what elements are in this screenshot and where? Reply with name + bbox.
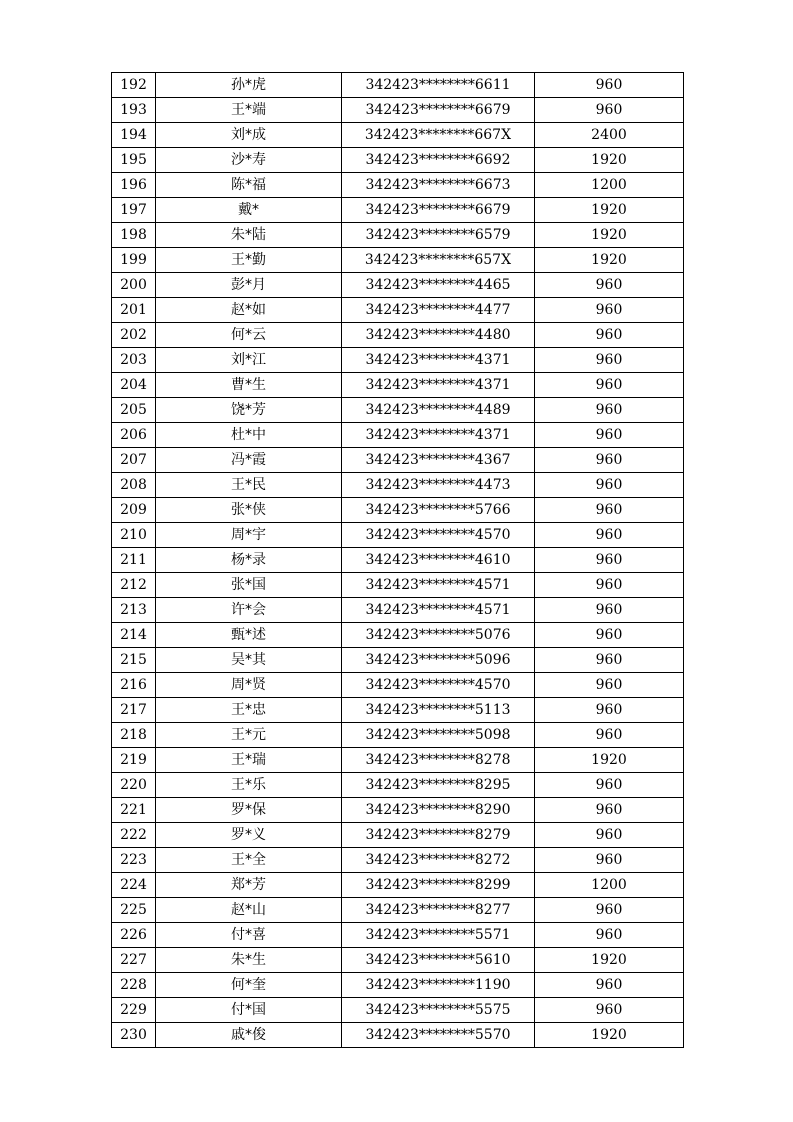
- name-cell: 陈*福: [156, 173, 342, 198]
- name-cell: 张*国: [156, 573, 342, 598]
- amount-cell: 1200: [535, 873, 684, 898]
- row-number-cell: 196: [112, 173, 156, 198]
- name-cell: 王*忠: [156, 698, 342, 723]
- id-number-cell: 342423********4610: [342, 548, 535, 573]
- table-row: [112, 223, 684, 248]
- amount-cell: 960: [535, 73, 684, 98]
- table-row: [112, 198, 684, 223]
- row-number-cell: 225: [112, 898, 156, 923]
- row-number-cell: 197: [112, 198, 156, 223]
- id-number-cell: 342423********8278: [342, 748, 535, 773]
- amount-cell: 960: [535, 848, 684, 873]
- amount-cell: 960: [535, 698, 684, 723]
- name-cell: 饶*芳: [156, 398, 342, 423]
- row-number-cell: 215: [112, 648, 156, 673]
- id-number-cell: 342423********4465: [342, 273, 535, 298]
- name-cell: 赵*山: [156, 898, 342, 923]
- table-row: [112, 973, 684, 998]
- row-number-cell: 204: [112, 373, 156, 398]
- table-row: [112, 848, 684, 873]
- name-cell: 王*乐: [156, 773, 342, 798]
- row-number-cell: 198: [112, 223, 156, 248]
- table-row: [112, 623, 684, 648]
- amount-cell: 1920: [535, 148, 684, 173]
- table-row: [112, 448, 684, 473]
- id-number-cell: 342423********8299: [342, 873, 535, 898]
- table-row: [112, 298, 684, 323]
- row-number-cell: 209: [112, 498, 156, 523]
- table-row: [112, 123, 684, 148]
- table-row: [112, 948, 684, 973]
- row-number-cell: 207: [112, 448, 156, 473]
- row-number-cell: 214: [112, 623, 156, 648]
- table-row: [112, 73, 684, 98]
- id-number-cell: 342423********657X: [342, 248, 535, 273]
- name-cell: 戚*俊: [156, 1023, 342, 1048]
- id-number-cell: 342423********4371: [342, 348, 535, 373]
- name-cell: 何*奎: [156, 973, 342, 998]
- amount-cell: 1920: [535, 223, 684, 248]
- id-number-cell: 342423********4571: [342, 573, 535, 598]
- amount-cell: 960: [535, 773, 684, 798]
- id-number-cell: 342423********4480: [342, 323, 535, 348]
- table-row: [112, 98, 684, 123]
- name-cell: 刘*成: [156, 123, 342, 148]
- name-cell: 孙*虎: [156, 73, 342, 98]
- amount-cell: 960: [535, 98, 684, 123]
- name-cell: 何*云: [156, 323, 342, 348]
- id-number-cell: 342423********5113: [342, 698, 535, 723]
- table-row: [112, 548, 684, 573]
- table-row: [112, 498, 684, 523]
- id-number-cell: 342423********8295: [342, 773, 535, 798]
- id-number-cell: 342423********4371: [342, 373, 535, 398]
- row-number-cell: 228: [112, 973, 156, 998]
- amount-cell: 960: [535, 348, 684, 373]
- table-row: [112, 573, 684, 598]
- row-number-cell: 199: [112, 248, 156, 273]
- amount-cell: 960: [535, 298, 684, 323]
- table-row: [112, 248, 684, 273]
- row-number-cell: 195: [112, 148, 156, 173]
- id-number-cell: 342423********667X: [342, 123, 535, 148]
- name-cell: 罗*保: [156, 798, 342, 823]
- table-row: [112, 923, 684, 948]
- name-cell: 许*会: [156, 598, 342, 623]
- row-number-cell: 212: [112, 573, 156, 598]
- name-cell: 沙*寿: [156, 148, 342, 173]
- id-number-cell: 342423********6692: [342, 148, 535, 173]
- id-number-cell: 342423********4571: [342, 598, 535, 623]
- name-cell: 朱*陆: [156, 223, 342, 248]
- name-cell: 甄*述: [156, 623, 342, 648]
- table-row: [112, 373, 684, 398]
- row-number-cell: 220: [112, 773, 156, 798]
- row-number-cell: 210: [112, 523, 156, 548]
- table-row: [112, 173, 684, 198]
- id-number-cell: 342423********6673: [342, 173, 535, 198]
- row-number-cell: 224: [112, 873, 156, 898]
- id-number-cell: 342423********4570: [342, 523, 535, 548]
- id-number-cell: 342423********5096: [342, 648, 535, 673]
- row-number-cell: 211: [112, 548, 156, 573]
- table-row: [112, 873, 684, 898]
- name-cell: 赵*如: [156, 298, 342, 323]
- id-number-cell: 342423********4477: [342, 298, 535, 323]
- name-cell: 郑*芳: [156, 873, 342, 898]
- name-cell: 冯*霞: [156, 448, 342, 473]
- table-row: [112, 1023, 684, 1048]
- name-cell: 刘*江: [156, 348, 342, 373]
- amount-cell: 960: [535, 598, 684, 623]
- amount-cell: 1920: [535, 948, 684, 973]
- id-number-cell: 342423********5076: [342, 623, 535, 648]
- table-row: [112, 723, 684, 748]
- table-row: [112, 648, 684, 673]
- amount-cell: 1920: [535, 248, 684, 273]
- amount-cell: 960: [535, 273, 684, 298]
- id-number-cell: 342423********8290: [342, 798, 535, 823]
- table-row: [112, 998, 684, 1023]
- id-number-cell: 342423********5575: [342, 998, 535, 1023]
- row-number-cell: 208: [112, 473, 156, 498]
- amount-cell: 960: [535, 823, 684, 848]
- table-row: [112, 273, 684, 298]
- name-cell: 曹*生: [156, 373, 342, 398]
- table-row: [112, 698, 684, 723]
- id-number-cell: 342423********8272: [342, 848, 535, 873]
- amount-cell: 960: [535, 623, 684, 648]
- table-row: [112, 598, 684, 623]
- row-number-cell: 216: [112, 673, 156, 698]
- id-number-cell: 342423********6679: [342, 98, 535, 123]
- row-number-cell: 223: [112, 848, 156, 873]
- row-number-cell: 219: [112, 748, 156, 773]
- amount-cell: 960: [535, 923, 684, 948]
- amount-cell: 960: [535, 373, 684, 398]
- name-cell: 罗*义: [156, 823, 342, 848]
- id-number-cell: 342423********5610: [342, 948, 535, 973]
- table-row: [112, 398, 684, 423]
- row-number-cell: 229: [112, 998, 156, 1023]
- table-row: [112, 898, 684, 923]
- name-cell: 周*宇: [156, 523, 342, 548]
- row-number-cell: 194: [112, 123, 156, 148]
- id-number-cell: 342423********5570: [342, 1023, 535, 1048]
- amount-cell: 1200: [535, 173, 684, 198]
- amount-cell: 960: [535, 323, 684, 348]
- row-number-cell: 200: [112, 273, 156, 298]
- id-number-cell: 342423********6679: [342, 198, 535, 223]
- amount-cell: 960: [535, 473, 684, 498]
- amount-cell: 960: [535, 448, 684, 473]
- table-row: [112, 148, 684, 173]
- amount-cell: 1920: [535, 1023, 684, 1048]
- table-row: [112, 348, 684, 373]
- id-number-cell: 342423********6611: [342, 73, 535, 98]
- amount-cell: 1920: [535, 198, 684, 223]
- id-number-cell: 342423********4570: [342, 673, 535, 698]
- name-cell: 王*全: [156, 848, 342, 873]
- name-cell: 张*侠: [156, 498, 342, 523]
- table-row: [112, 823, 684, 848]
- table-row: [112, 673, 684, 698]
- name-cell: 王*勤: [156, 248, 342, 273]
- row-number-cell: 192: [112, 73, 156, 98]
- id-number-cell: 342423********4367: [342, 448, 535, 473]
- name-cell: 王*端: [156, 98, 342, 123]
- name-cell: 王*元: [156, 723, 342, 748]
- id-number-cell: 342423********4473: [342, 473, 535, 498]
- row-number-cell: 222: [112, 823, 156, 848]
- table-row: [112, 773, 684, 798]
- row-number-cell: 202: [112, 323, 156, 348]
- row-number-cell: 193: [112, 98, 156, 123]
- name-cell: 吴*其: [156, 648, 342, 673]
- name-cell: 杨*录: [156, 548, 342, 573]
- row-number-cell: 203: [112, 348, 156, 373]
- table-row: [112, 473, 684, 498]
- amount-cell: 960: [535, 573, 684, 598]
- name-cell: 付*国: [156, 998, 342, 1023]
- id-number-cell: 342423********8279: [342, 823, 535, 848]
- roster-table: [111, 72, 684, 1048]
- row-number-cell: 201: [112, 298, 156, 323]
- name-cell: 戴*: [156, 198, 342, 223]
- amount-cell: 960: [535, 548, 684, 573]
- row-number-cell: 221: [112, 798, 156, 823]
- table-row: [112, 748, 684, 773]
- row-number-cell: 206: [112, 423, 156, 448]
- name-cell: 彭*月: [156, 273, 342, 298]
- amount-cell: 1920: [535, 748, 684, 773]
- id-number-cell: 342423********1190: [342, 973, 535, 998]
- amount-cell: 2400: [535, 123, 684, 148]
- amount-cell: 960: [535, 723, 684, 748]
- amount-cell: 960: [535, 498, 684, 523]
- table-row: [112, 798, 684, 823]
- id-number-cell: 342423********4489: [342, 398, 535, 423]
- amount-cell: 960: [535, 523, 684, 548]
- row-number-cell: 230: [112, 1023, 156, 1048]
- amount-cell: 960: [535, 973, 684, 998]
- table-row: [112, 523, 684, 548]
- id-number-cell: 342423********4371: [342, 423, 535, 448]
- id-number-cell: 342423********5571: [342, 923, 535, 948]
- row-number-cell: 218: [112, 723, 156, 748]
- row-number-cell: 226: [112, 923, 156, 948]
- name-cell: 朱*生: [156, 948, 342, 973]
- id-number-cell: 342423********5098: [342, 723, 535, 748]
- name-cell: 付*喜: [156, 923, 342, 948]
- amount-cell: 960: [535, 998, 684, 1023]
- row-number-cell: 213: [112, 598, 156, 623]
- amount-cell: 960: [535, 673, 684, 698]
- table-row: [112, 423, 684, 448]
- amount-cell: 960: [535, 798, 684, 823]
- amount-cell: 960: [535, 398, 684, 423]
- roster-table-body: [112, 73, 684, 1048]
- table-row: [112, 323, 684, 348]
- name-cell: 杜*中: [156, 423, 342, 448]
- row-number-cell: 217: [112, 698, 156, 723]
- id-number-cell: 342423********6579: [342, 223, 535, 248]
- id-number-cell: 342423********5766: [342, 498, 535, 523]
- name-cell: 周*贤: [156, 673, 342, 698]
- name-cell: 王*瑞: [156, 748, 342, 773]
- amount-cell: 960: [535, 423, 684, 448]
- name-cell: 王*民: [156, 473, 342, 498]
- row-number-cell: 227: [112, 948, 156, 973]
- id-number-cell: 342423********8277: [342, 898, 535, 923]
- amount-cell: 960: [535, 898, 684, 923]
- row-number-cell: 205: [112, 398, 156, 423]
- amount-cell: 960: [535, 648, 684, 673]
